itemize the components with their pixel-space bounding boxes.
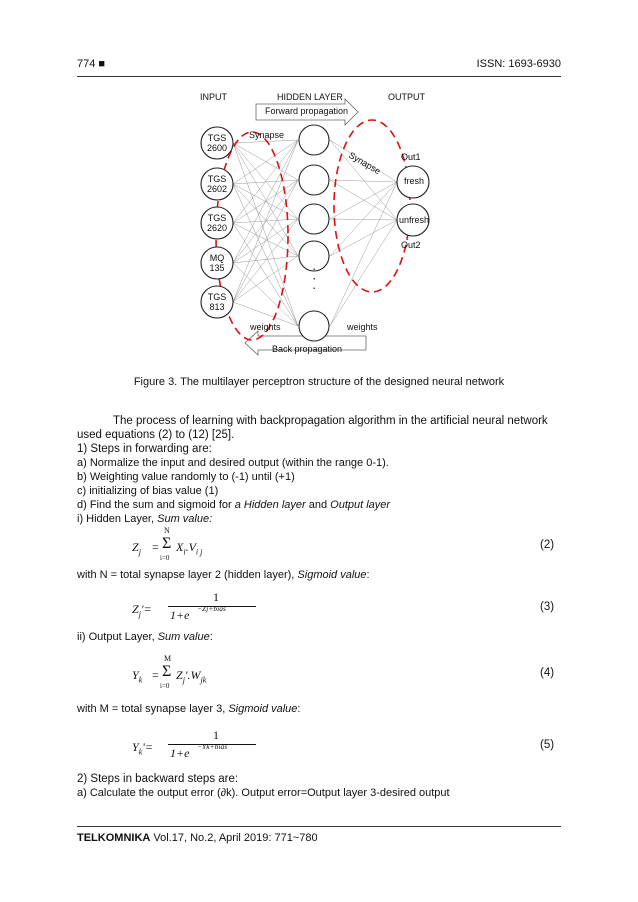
- synapse-line: [233, 256, 298, 302]
- step-2-heading: 2) Steps in backward steps are:: [77, 773, 239, 785]
- output-title: OUTPUT: [388, 92, 425, 102]
- weights-left-label: weights: [250, 322, 281, 332]
- input-node-name: TGS: [207, 292, 227, 302]
- synapse-line: [330, 182, 397, 219]
- hidden-node-3: [299, 204, 329, 234]
- output-node-fresh: fresh: [403, 176, 424, 186]
- input-node-number: 813: [209, 302, 225, 312]
- weights-right-label: weights: [347, 322, 378, 332]
- input-node-name: TGS: [207, 174, 227, 184]
- out1-label: Out1: [401, 152, 421, 162]
- eq2-number: (2): [540, 539, 555, 551]
- input-node-number: 2602: [206, 184, 228, 194]
- step-2a: a) Calculate the output error (∂k). Output error=Output layer 3-desired output: [77, 787, 450, 799]
- hidden-layer-line: i) Hidden Layer, Sum value:: [77, 513, 213, 525]
- synapse-left-label: Synapse: [249, 130, 285, 140]
- journal-info: Vol.17, No.2, April 2019: 771~780: [153, 832, 318, 844]
- figure-caption: Figure 3. The multilayer perceptron structure of the designed neural network: [133, 376, 505, 388]
- hidden-node-1: [299, 125, 329, 155]
- synapse-right-label: Synapse: [347, 150, 383, 177]
- synapse-line: [233, 140, 298, 223]
- back-label: Back propagation: [272, 344, 343, 354]
- synapse-line: [233, 140, 298, 263]
- hidden-ellipsis: · · ·: [309, 268, 319, 292]
- output-layer-line: ii) Output Layer, Sum value:: [77, 631, 213, 643]
- eq3-number: (3): [540, 601, 555, 613]
- input-title: INPUT: [200, 92, 227, 102]
- header-marker: ■: [98, 58, 106, 70]
- synapse-line: [233, 143, 298, 180]
- step-1d: d) Find the sum and sigmoid for a Hidden layer and Output layer: [77, 499, 391, 511]
- input-node-name: MQ: [209, 253, 225, 263]
- step-1a: a) Normalize the input and desired output (within the range 0-1).: [77, 457, 389, 469]
- input-node-name: TGS: [207, 213, 227, 223]
- step-1b: b) Weighting value randomly to (-1) until (+1): [77, 471, 295, 483]
- with-n-line: with N = total synapse layer 2 (hidden layer), Sigmoid value:: [77, 569, 370, 581]
- hidden-title: HIDDEN LAYER: [277, 92, 343, 102]
- synapse-right-ellipse: [334, 120, 410, 292]
- out2-label: Out2: [401, 240, 421, 250]
- synapse-line: [233, 180, 298, 184]
- synapse-line: [233, 143, 298, 326]
- page-number: 774 ■: [77, 58, 106, 70]
- step-1c: c) initializing of bias value (1): [77, 485, 219, 497]
- input-node-number: 2620: [206, 223, 228, 233]
- input-node-label-4: [201, 253, 233, 273]
- input-node-name: TGS: [207, 133, 227, 143]
- synapse-line: [233, 143, 298, 219]
- paragraph-1: The process of learning with backpropagation algorithm in the artificial neural network used equations (2) to (12) [25].: [77, 415, 548, 441]
- synapse-line: [330, 220, 397, 326]
- eq4-number: (4): [540, 667, 555, 679]
- synapse-line: [233, 184, 298, 326]
- input-node-label-1: [201, 133, 233, 153]
- header-rule: [77, 76, 561, 77]
- journal-name: TELKOMNIKA: [77, 832, 151, 844]
- input-node-label-5: [201, 292, 233, 312]
- hidden-node-4: [299, 241, 329, 271]
- forward-label: Forward propagation: [265, 106, 349, 116]
- synapse-line: [233, 140, 298, 302]
- issn: ISSN: 1693-6930: [476, 58, 561, 70]
- output-node-unfresh: unfresh: [398, 215, 430, 225]
- input-node-label-2: [201, 174, 233, 194]
- hidden-node-2: [299, 165, 329, 195]
- footer: [77, 832, 318, 844]
- synapse-line: [330, 140, 397, 220]
- hidden-node-5: [299, 311, 329, 341]
- footer-rule: [77, 826, 561, 827]
- eq5-number: (5): [540, 739, 555, 751]
- synapse-line: [330, 182, 397, 326]
- synapse-line: [233, 140, 298, 184]
- input-node-label-3: [201, 213, 233, 233]
- synapse-line: [233, 256, 298, 263]
- synapse-line: [330, 180, 397, 220]
- step-1-heading: 1) Steps in forwarding are:: [77, 443, 212, 455]
- input-node-number: 135: [209, 263, 225, 273]
- input-node-number: 2600: [206, 143, 228, 153]
- with-m-line: with M = total synapse layer 3, Sigmoid value:: [77, 703, 301, 715]
- synapse-line: [233, 263, 298, 326]
